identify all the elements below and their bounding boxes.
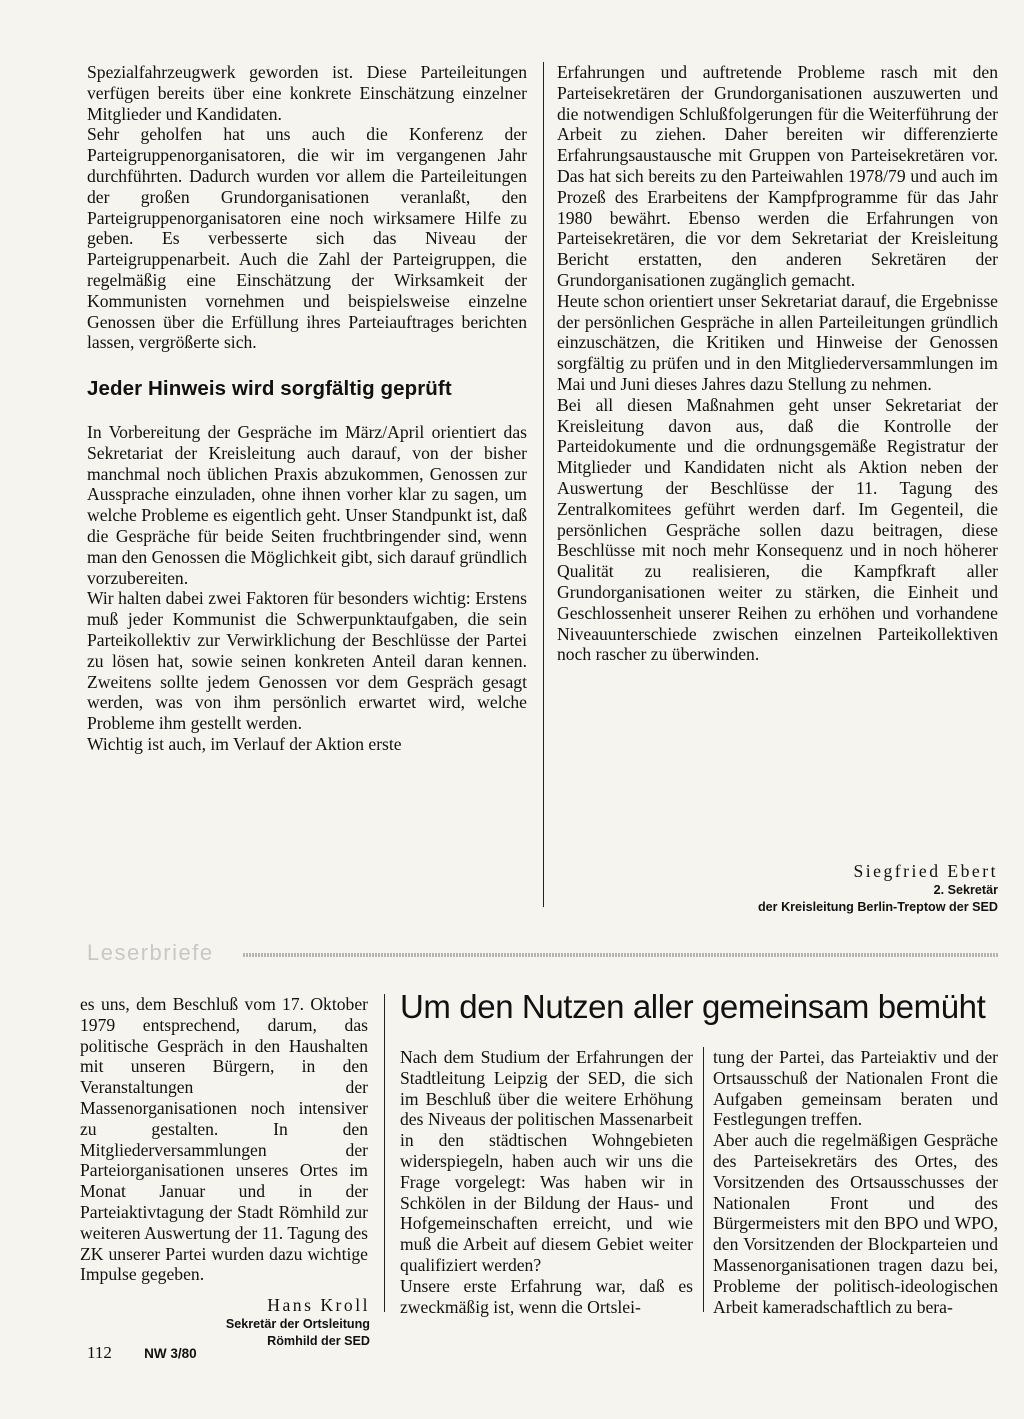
paragraph: Heute schon orientiert unser Sekretariat darauf, die Ergebnisse der persönlichen Gespräche in allen Parteileitungen gründlich einzuschätzen, die Kritiken und Hinweise der Genossen sorgfältig zu prüfen und in den Mitgliederversammlungen im Mai und Juni dieses Jahres dazu Stellung zu nehmen. xyxy=(557,290,998,394)
letter2-column-2 xyxy=(713,1047,998,1317)
article-right-column xyxy=(557,62,998,665)
letter2-column-1 xyxy=(400,1047,693,1317)
magazine-issue: NW 3/80 xyxy=(144,1346,197,1361)
letter1-signature xyxy=(170,1294,370,1350)
paragraph: In Vorbereitung der Gespräche im März/April orientiert das Sekretariat der Kreisleitung auch darauf, von der bisher manchmal noch üblichen Praxis abzukommen, Genossen zur Aussprache einzuladen, ohne ihnen vorher klar zu sagen, um welche Probleme es eigentlich geht. Unser Standpunkt ist, daß die Gespräche für beide Seiten fruchtbringender sind, wenn man den Genossen die Möglichkeit gibt, sich darauf gründlich vorzubereiten. xyxy=(87,421,527,588)
paragraph: Wichtig ist auch, im Verlauf der Aktion erste xyxy=(87,733,402,754)
paragraph: Erfahrungen und auftretende Probleme rasch mit den Parteisekretären der Grundorganisationen auszuwerten und die notwendigen Schlußfolgerungen für die Weiterführung der Arbeit zu ziehen. Daher bereiten wir differenzierte Erfahrungsaustausche mit Gruppen von Parteisekretären vor. Das hat sich bereits zu den Parteiwahlen 1978/79 und auch im Prozeß des Erarbeitens der Kampfprogramme für das Jahr 1980 bewährt. Ebenso werden die Erfahrungen von Parteisekretären, die vor dem Sekretariat der Kreisleitung Bericht erstatten, den anderen Sekretären der Grundorganisationen zugänglich gemacht. xyxy=(557,62,998,290)
page-number: 112 xyxy=(87,1343,112,1362)
paragraph: tung der Partei, das Parteiaktiv und der Ortsausschuß der Nationalen Front die Aufgaben gemeinsam beraten und Festlegungen treffen. xyxy=(713,1047,998,1130)
paragraph: es uns, dem Beschluß vom 17. Oktober 1979 entsprechend, darum, das politische Gespräch in den Haushalten mit unseren Bürgern, in den Veranstaltungen der Massenorganisationen noch intensiver zu gestalten. In den Mitgliederversammlungen der Parteiorganisationen unseres Ortes im Monat Januar und in der Parteiaktivtagung der Stadt Römhild zur weiteren Auswertung der 11. Tagung des ZK unserer Partei wurden dazu wichtige Impulse gegeben. xyxy=(80,994,368,1285)
letter1-text xyxy=(80,994,368,1285)
author-org: der Kreisleitung Berlin-Treptow der SED xyxy=(757,900,998,914)
rubric-rule xyxy=(243,953,998,957)
author-name: Hans Kroll xyxy=(267,1295,370,1315)
rubric-title: Leserbriefe xyxy=(87,940,214,965)
author-role: Sekretär der Ortsleitung xyxy=(225,1317,370,1331)
author-name: Siegfried Ebert xyxy=(853,861,998,881)
column-divider xyxy=(384,994,385,1312)
letter2-headline: Um den Nutzen aller gemeinsam bemüht xyxy=(400,988,986,1025)
article-signature xyxy=(758,860,998,916)
column-divider xyxy=(543,62,544,907)
author-org: Römhild der SED xyxy=(267,1334,370,1348)
page-footer xyxy=(87,1343,197,1363)
author-role: 2. Sekretär xyxy=(933,883,998,897)
paragraph: Bei all diesen Maßnahmen geht unser Sekretariat der Kreisleitung davon aus, daß die Kontrolle der Parteidokumente und die ordnungsgemäße Registratur der Mitglieder und Kandidaten nicht als Aktion neben der Auswertung der Beschlüsse der 11. Tagung des Zentralkomitees geführt werden darf. Im Gegenteil, die persönlichen Gespräche sollen dazu beitragen, diese Beschlüsse mit noch mehr Konsequenz und in noch höherer Qualität zu realisieren, die Kampfkraft aller Grundorganisationen weiter zu stärken, die Einheit und Geschlossenheit unserer Reihen zu erhöhen und vorhandene Niveauunterschiede zwischen einzelnen Parteikollektiven noch rascher zu überwinden. xyxy=(557,394,998,665)
paragraph: Unsere erste Erfahrung war, daß es zweckmäßig ist, wenn die Ortslei- xyxy=(400,1275,693,1317)
article-left-column xyxy=(87,62,527,755)
section-heading: Jeder Hinweis wird sorgfältig geprüft xyxy=(87,377,452,401)
paragraph: Nach dem Studium der Erfahrungen der Stadtleitung Leipzig der SED, die sich im Beschluß über die weitere Erhöhung des Niveaus der politischen Massenarbeit in den städtischen Wohngebieten widerspiegeln, haben auch wir uns die Frage vorgelegt: Was haben wir in Schkölen in der Bildung der Haus- und Hofgemeinschaften erreicht, und wie muß die Arbeit auf diesem Gebiet weiter qualifiziert werden? xyxy=(400,1047,693,1275)
column-divider xyxy=(703,1047,704,1312)
paragraph: Sehr geholfen hat uns auch die Konferenz der Parteigruppenorganisatoren, die wir im vergangenen Jahr durchführten. Dadurch wurden vor allem die Parteileitungen der großen Grundorganisationen veranlaßt, den Parteigruppenorganisatoren eine noch wirksamere Hilfe zu geben. Es verbesserte sich das Niveau der Parteigruppenarbeit. Auch die Zahl der Parteigruppen, die regelmäßig eine Einschätzung der Wirksamkeit der Kommunisten vornehmen und beispielsweise einzelne Genossen über die Erfüllung ihres Parteiauftrages berichten lassen, vergrößerte sich. xyxy=(87,124,527,353)
paragraph: Aber auch die regelmäßigen Gespräche des Parteisekretärs des Ortes, des Vorsitzenden des Ortsausschusses der Nationalen Front und des Bürgermeisters mit den BPO und WPO, den Vorsitzenden der Blockparteien und Massenorganisationen tragen dazu bei, Probleme der politisch-ideologischen Arbeit kameradschaftlich zu bera- xyxy=(713,1130,998,1317)
paragraph: Wir halten dabei zwei Faktoren für besonders wichtig: Erstens muß jeder Kommunist die Schwerpunktaufgaben, die sein Parteikollektiv zur Verwirklichung der Beschlüsse der Partei zu lösen hat, sowie seinen konkreten Anteil daran kennen. Zweitens sollte jedem Genossen vor dem Gespräch gesagt werden, was von ihm persönlich erwartet wird, welche Probleme ihm gestellt werden. xyxy=(87,588,527,734)
paragraph: Spezialfahrzeugwerk geworden ist. Diese Parteileitungen verfügen bereits über eine konkrete Einschätzung einzelner Mitglieder und Kandidaten. xyxy=(87,62,527,124)
